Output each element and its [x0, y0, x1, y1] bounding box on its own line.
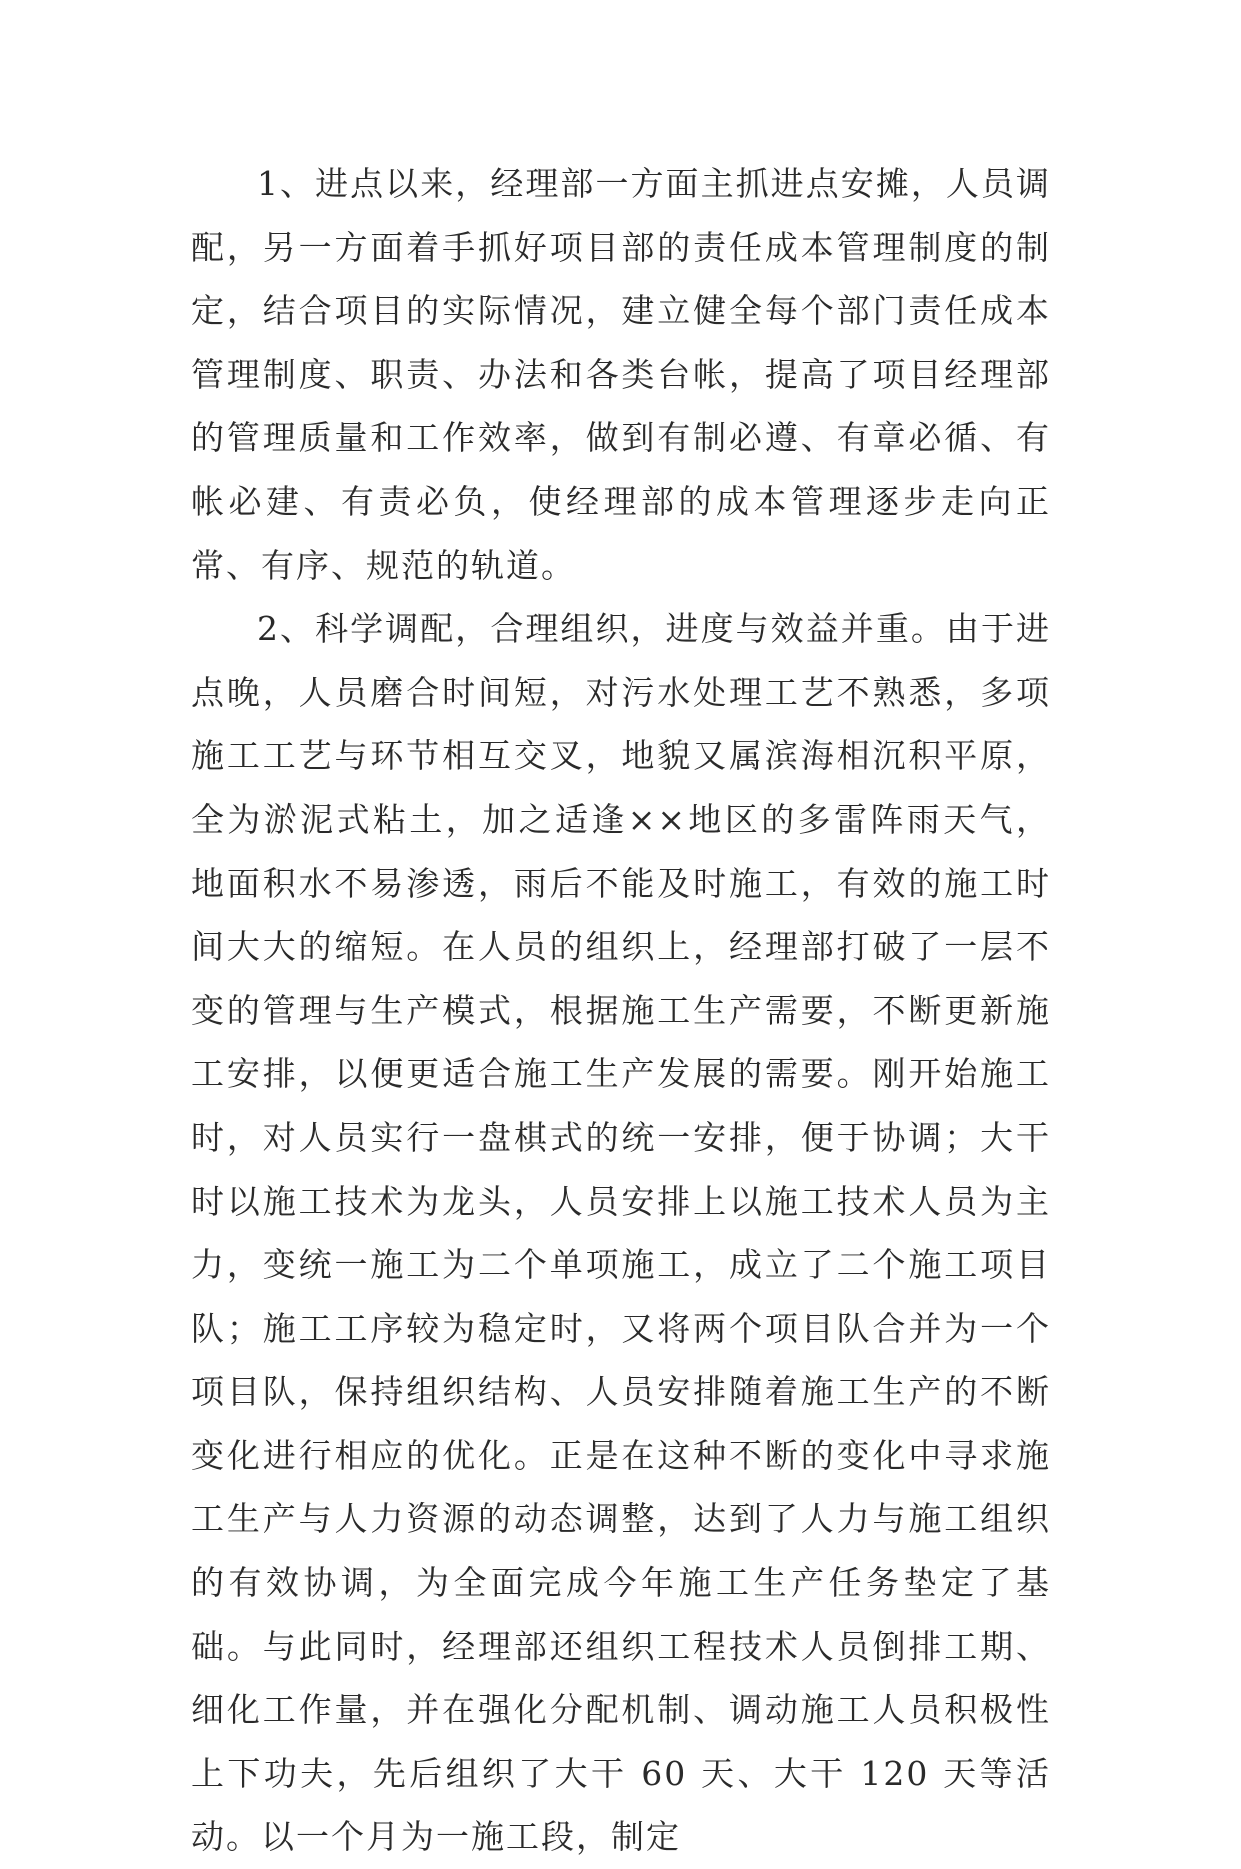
- paragraph-2: 2、科学调配，合理组织，进度与效益并重。由于进点晚，人员磨合时间短，对污水处理工艺不熟悉，多项施工工艺与环节相互交叉，地貌又属滨海相沉积平原，全为淤泥式粘土，加之适逢××地区的多雷阵雨天气，地面积水不易渗透，雨后不能及时施工，有效的施工时间大大的缩短。在人员的组织上，经理部打破了一层不变的管理与生产模式，根据施工生产需要，不断更新施工安排，以便更适合施工生产发展的需要。刚开始施工时，对人员实行一盘棋式的统一安排，便于协调；大干时以施工技术为龙头，人员安排上以施工技术人员为主力，变统一施工为二个单项施工，成立了二个施工项目队；施工工序较为稳定时，又将两个项目队合并为一个项目队，保持组织结构、人员安排随着施工生产的不断变化进行相应的优化。正是在这种不断的变化中寻求施工生产与人力资源的动态调整，达到了人力与施工组织的有效协调，为全面完成今年施工生产任务垫定了基础。与此同时，经理部还组织工程技术人员倒排工期、细化工作量，并在强化分配机制、调动施工人员积极性上下功夫，先后组织了大干 60 天、大干 120 天等活动。以一个月为一施工段，制定: [191, 609, 1051, 1857]
- paragraph-1: 1、进点以来，经理部一方面主抓进点安摊，人员调配，另一方面着手抓好项目部的责任成本管理制度的制定，结合项目的实际情况，建立健全每个部门责任成本管理制度、职责、办法和各类台帐，提高了项目经理部的管理质量和工作效率，做到有制必遵、有章必循、有帐必建、有责必负，使经理部的成本管理逐步走向正常、有序、规范的轨道。: [191, 164, 1051, 585]
- document-body: [191, 152, 1051, 1869]
